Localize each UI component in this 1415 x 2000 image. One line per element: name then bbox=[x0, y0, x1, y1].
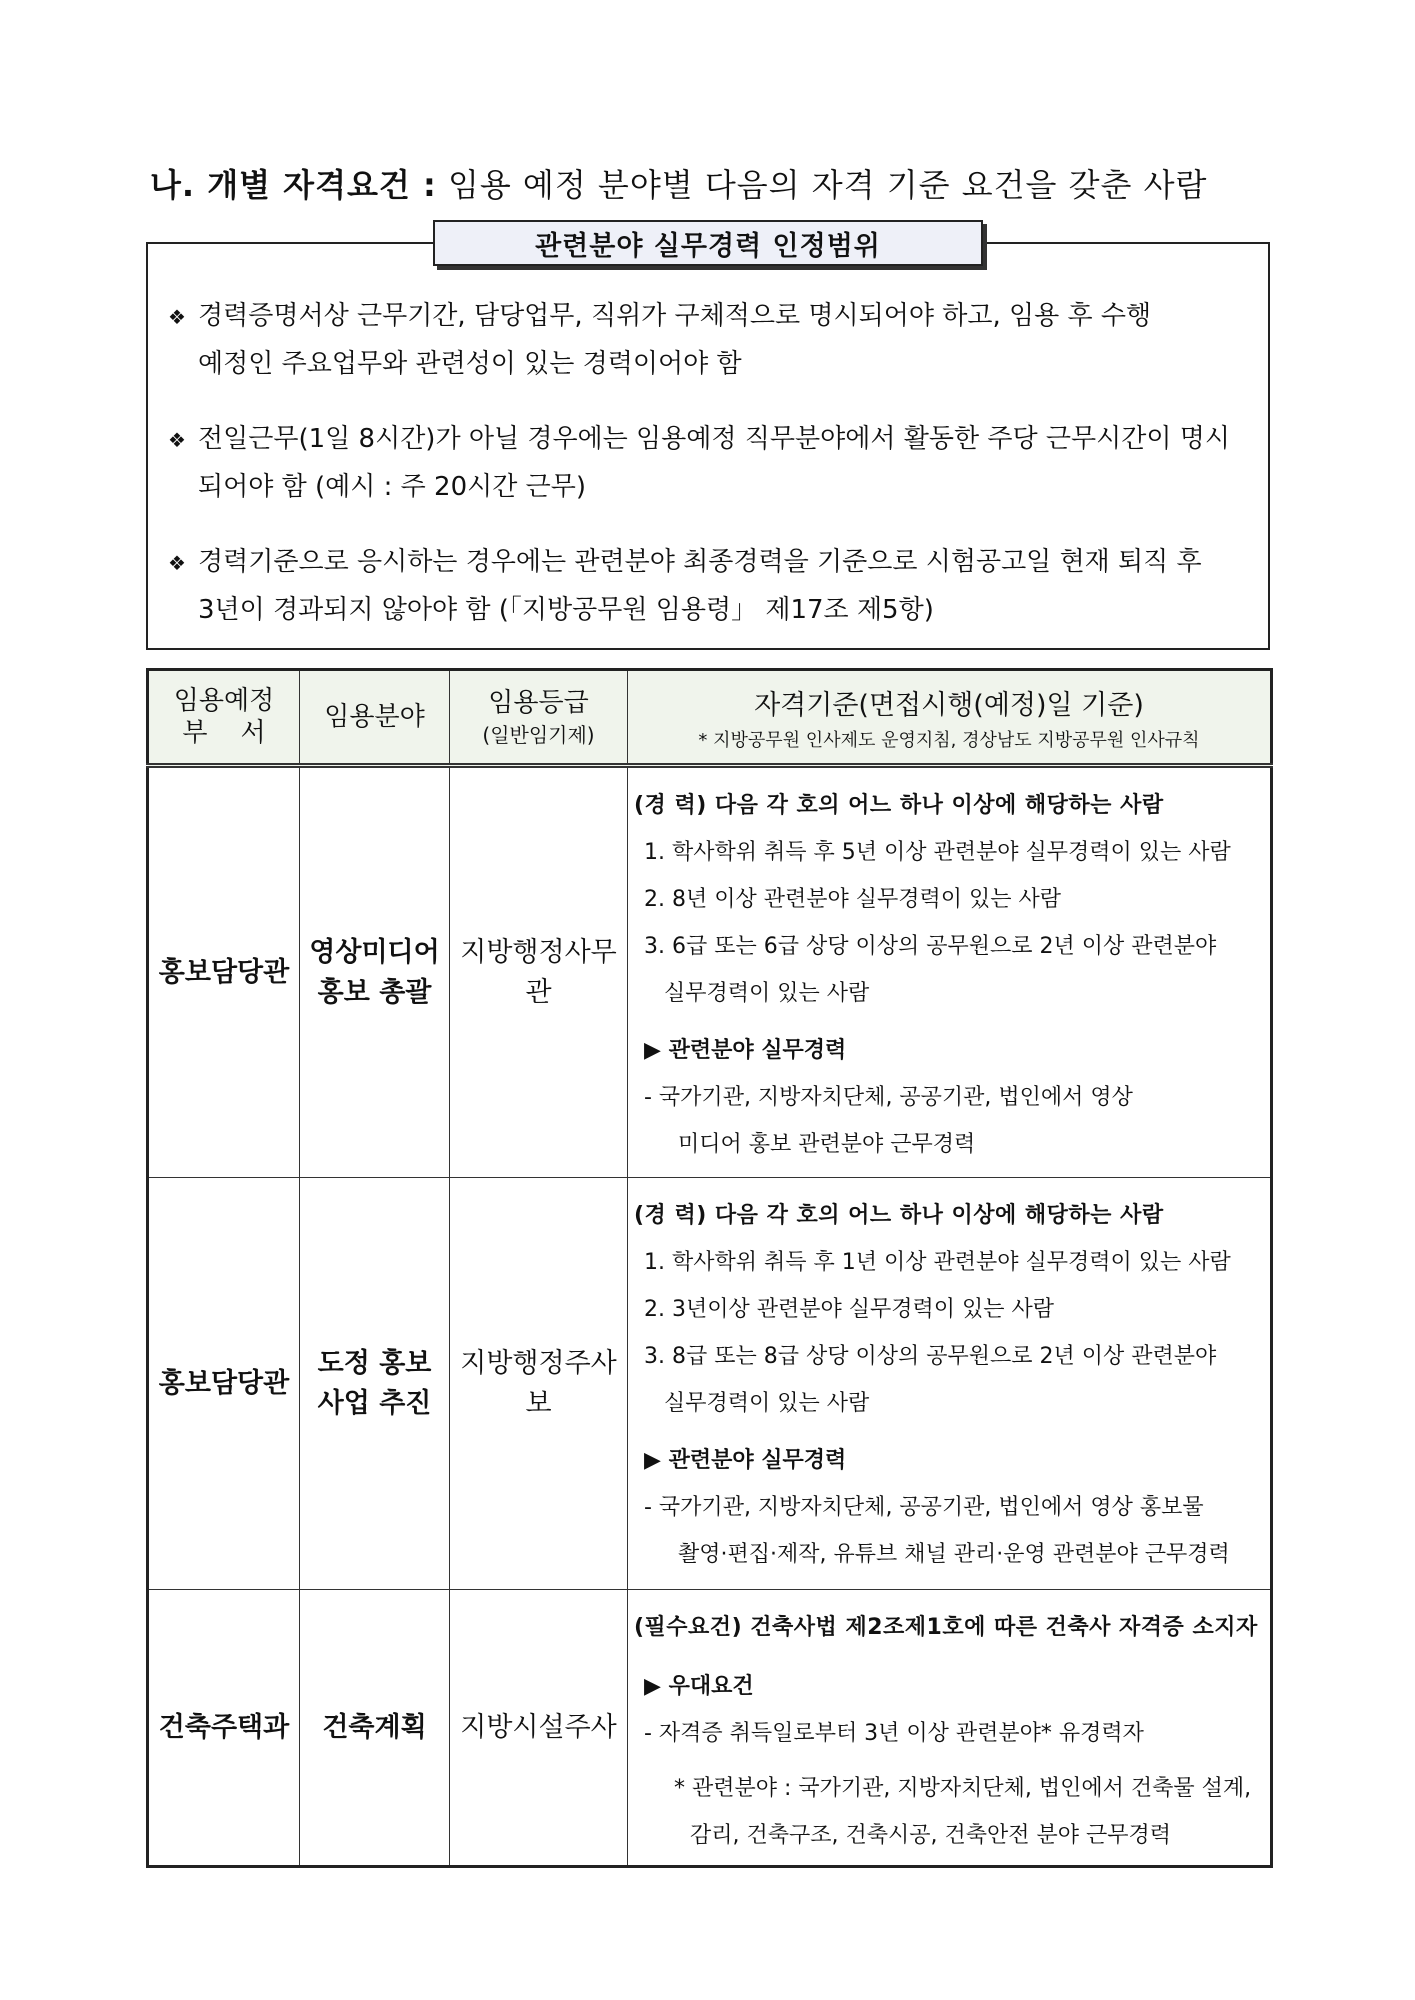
criteria-subhead: ▶ 관련분야 실무경력 bbox=[644, 1038, 847, 1063]
notice-item bbox=[168, 415, 1253, 511]
section-heading bbox=[150, 160, 1290, 206]
notice-item bbox=[168, 292, 1253, 388]
field-cell bbox=[300, 766, 450, 1178]
field-cell bbox=[300, 1178, 450, 1590]
criteria-note-cont: 감리, 건축구조, 건축시공, 건축안전 분야 근무경력 bbox=[690, 1823, 1171, 1848]
criteria-item: 2. 3년이상 관련분야 실무경력이 있는 사람 bbox=[644, 1297, 1054, 1322]
criteria-note: * 관련분야 : 국가기관, 지방자치단체, 법인에서 건축물 설계, bbox=[674, 1776, 1252, 1801]
field-line2: 사업 추진 bbox=[317, 1387, 432, 1419]
notice-item-line1: 경력증명서상 근무기간, 담당업무, 직위가 구체적으로 명시되어야 하고, 임용 후 수행 bbox=[198, 301, 1152, 331]
criteria-detail: - 국가기관, 지방자치단체, 공공기관, 법인에서 영상 bbox=[644, 1085, 1133, 1110]
criteria-item-cont: 실무경력이 있는 사람 bbox=[664, 981, 870, 1006]
dept-cell: 건축주택과 bbox=[148, 1590, 300, 1867]
table-row bbox=[148, 1178, 1272, 1590]
header-field-label: 임용분야 bbox=[324, 702, 425, 732]
notice-item-line1: 경력기준으로 응시하는 경우에는 관련분야 최종경력을 기준으로 시험공고일 현재 퇴직 후 bbox=[198, 547, 1202, 577]
grade-cell: 지방시설주사 bbox=[450, 1590, 628, 1867]
header-dept-line2: 부 서 bbox=[182, 718, 266, 748]
header-dept bbox=[148, 670, 300, 766]
section-heading-text: 임용 예정 분야별 다음의 자격 기준 요건을 갖춘 사람 bbox=[447, 166, 1208, 204]
diamond-bullet-icon: ❖ bbox=[168, 305, 186, 329]
grade-cell: 지방행정주사보 bbox=[450, 1178, 628, 1590]
criteria-item: 3. 6급 또는 6급 상당 이상의 공무원으로 2년 이상 관련분야 bbox=[644, 934, 1217, 959]
criteria-cell bbox=[628, 766, 1272, 1178]
criteria-cell bbox=[628, 1590, 1272, 1867]
criteria-detail: - 자격증 취득일로부터 3년 이상 관련분야* 유경력자 bbox=[644, 1721, 1144, 1746]
table-row bbox=[148, 1590, 1272, 1867]
qualification-table bbox=[146, 668, 1273, 1868]
grade-cell: 지방행정사무관 bbox=[450, 766, 628, 1178]
criteria-item: 1. 학사학위 취득 후 5년 이상 관련분야 실무경력이 있는 사람 bbox=[644, 840, 1231, 865]
notice-item bbox=[168, 538, 1253, 634]
notice-item-line1: 전일근무(1일 8시간)가 아닐 경우에는 임용예정 직무분야에서 활동한 주당 근무시간이 명시 bbox=[198, 424, 1230, 454]
criteria-head: (경 력) 다음 각 호의 어느 하나 이상에 해당하는 사람 bbox=[634, 1203, 1164, 1228]
notice-title: 관련분야 실무경력 인정범위 bbox=[433, 220, 983, 266]
dept-cell: 홍보담당관 bbox=[148, 766, 300, 1178]
criteria-item: 1. 학사학위 취득 후 1년 이상 관련분야 실무경력이 있는 사람 bbox=[644, 1250, 1231, 1275]
header-dept-line1: 임용예정 bbox=[173, 686, 275, 716]
diamond-bullet-icon: ❖ bbox=[168, 551, 186, 575]
criteria-cell bbox=[628, 1178, 1272, 1590]
criteria-item-cont: 실무경력이 있는 사람 bbox=[664, 1391, 870, 1416]
criteria-subhead: ▶ 관련분야 실무경력 bbox=[644, 1448, 847, 1473]
dept-cell: 홍보담당관 bbox=[148, 1178, 300, 1590]
header-field bbox=[300, 670, 450, 766]
table-row bbox=[148, 766, 1272, 1178]
header-grade bbox=[450, 670, 628, 766]
field-line1: 영상미디어 bbox=[309, 936, 440, 968]
header-criteria-label: 자격기준(면접시행(예정)일 기준) bbox=[754, 689, 1144, 721]
criteria-item: 3. 8급 또는 8급 상당 이상의 공무원으로 2년 이상 관련분야 bbox=[644, 1344, 1217, 1369]
criteria-detail: - 국가기관, 지방자치단체, 공공기관, 법인에서 영상 홍보물 bbox=[644, 1495, 1204, 1520]
diamond-bullet-icon: ❖ bbox=[168, 428, 186, 452]
criteria-detail-cont: 미디어 홍보 관련분야 근무경력 bbox=[678, 1132, 976, 1157]
header-grade-line2: (일반임기제) bbox=[482, 722, 595, 747]
criteria-item: 2. 8년 이상 관련분야 실무경력이 있는 사람 bbox=[644, 887, 1061, 912]
criteria-detail-cont: 촬영·편집·제작, 유튜브 채널 관리·운영 관련분야 근무경력 bbox=[678, 1542, 1230, 1567]
header-criteria bbox=[628, 670, 1272, 766]
field-line1: 도정 홍보 bbox=[317, 1347, 432, 1379]
section-heading-bold: 나. 개별 자격요건 : bbox=[150, 166, 437, 204]
table-header-row bbox=[148, 670, 1272, 766]
field-line2: 홍보 총괄 bbox=[317, 976, 432, 1008]
criteria-subhead: ▶ 우대요건 bbox=[644, 1674, 754, 1699]
field-cell: 건축계획 bbox=[300, 1590, 450, 1867]
notice-item-line2: 예정인 주요업무와 관련성이 있는 경력이어야 함 bbox=[198, 349, 742, 379]
header-criteria-note: * 지방공무원 인사제도 운영지침, 경상남도 지방공무원 인사규칙 bbox=[698, 729, 1200, 751]
notice-item-line2: 3년이 경과되지 않아야 함 (「지방공무원 임용령」 제17조 제5항) bbox=[198, 595, 934, 625]
notice-item-line2: 되어야 함 (예시 : 주 20시간 근무) bbox=[198, 472, 586, 502]
header-grade-line1: 임용등급 bbox=[488, 687, 589, 718]
criteria-head: (경 력) 다음 각 호의 어느 하나 이상에 해당하는 사람 bbox=[634, 793, 1164, 818]
criteria-head: (필수요건) 건축사법 제2조제1호에 따른 건축사 자격증 소지자 bbox=[634, 1615, 1258, 1640]
